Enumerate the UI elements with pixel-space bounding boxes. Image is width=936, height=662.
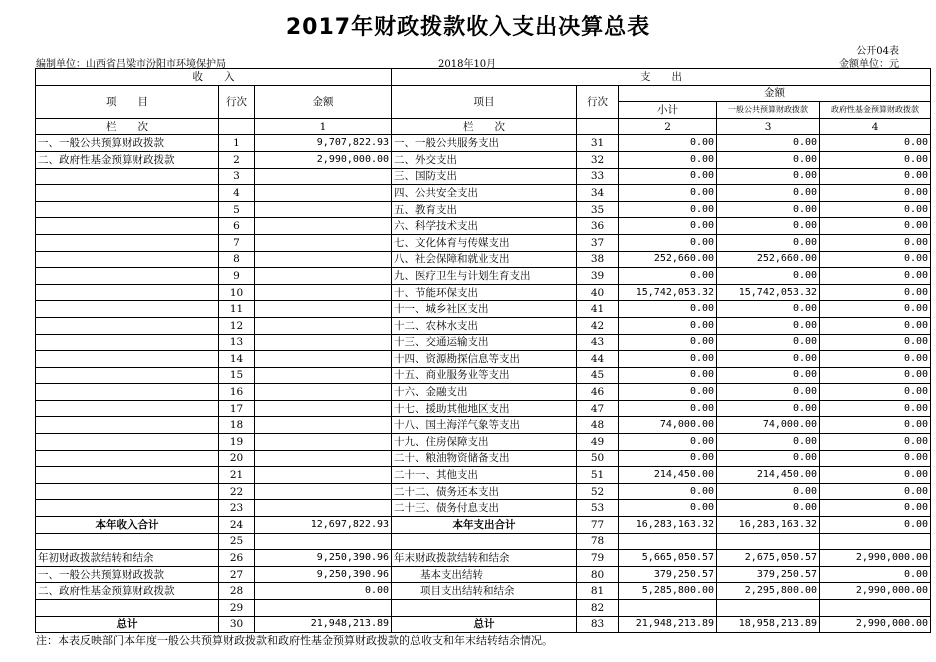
income-item xyxy=(36,400,219,417)
blank2-income-item xyxy=(36,600,219,617)
expense-line-no: 40 xyxy=(577,284,619,301)
table-row xyxy=(36,284,931,301)
carry-gov-fund: 2,990,000.00 xyxy=(820,550,931,567)
carry-income-item: 二、政府性基金预算财政拨款 xyxy=(36,583,219,600)
blank2-income-amount xyxy=(255,600,392,617)
expense-gov-fund: 0.00 xyxy=(820,284,931,301)
expense-item: 十四、资源勘探信息等支出 xyxy=(392,351,577,368)
expense-gov-fund: 0.00 xyxy=(820,317,931,334)
expense-line-no: 49 xyxy=(577,434,619,451)
blank-income-item xyxy=(36,533,219,550)
report-date: 2018年10月 xyxy=(438,59,497,70)
income-item: 一、一般公共预算财政拨款 xyxy=(36,135,219,152)
expense-general-budget: 0.00 xyxy=(717,384,820,401)
expense-general-budget: 0.00 xyxy=(717,168,820,185)
carry-income-amount: 9,250,390.96 xyxy=(255,566,392,583)
expense-item: 八、社会保障和就业支出 xyxy=(392,251,577,268)
expense-item: 十一、城乡社区支出 xyxy=(392,301,577,318)
expense-subtotal: 15,742,053.32 xyxy=(619,284,717,301)
table-row xyxy=(36,168,931,185)
expense-subtotal: 0.00 xyxy=(619,384,717,401)
income-line-no: 2 xyxy=(219,151,255,168)
income-line-no: 7 xyxy=(219,234,255,251)
expense-general-budget: 0.00 xyxy=(717,301,820,318)
expense-subtotal: 0.00 xyxy=(619,450,717,467)
expense-item: 五、教育支出 xyxy=(392,201,577,218)
income-line-no: 6 xyxy=(219,218,255,235)
carry-expense-item: 年末财政拨款结转和结余 xyxy=(392,550,577,567)
carry-expense-item: 项目支出结转和结余 xyxy=(392,583,577,600)
income-amount xyxy=(255,251,392,268)
expense-line-no: 37 xyxy=(577,234,619,251)
grand-gov-fund: 2,990,000.00 xyxy=(820,616,931,633)
expense-subtotal: 0.00 xyxy=(619,400,717,417)
expense-line-no: 38 xyxy=(577,251,619,268)
expense-general-budget: 0.00 xyxy=(717,334,820,351)
income-line-no: 3 xyxy=(219,168,255,185)
income-item-header: 项 目 xyxy=(36,85,219,118)
expense-general-budget: 214,450.00 xyxy=(717,467,820,484)
blank-row-2 xyxy=(36,600,931,617)
income-amount xyxy=(255,168,392,185)
carry-subtotal: 5,665,050.57 xyxy=(619,550,717,567)
expense-item: 十七、援助其他地区支出 xyxy=(392,400,577,417)
income-line-no: 5 xyxy=(219,201,255,218)
expense-general-budget: 0.00 xyxy=(717,367,820,384)
income-item xyxy=(36,417,219,434)
blank2-expense-line-no: 82 xyxy=(577,600,619,617)
income-line-no: 16 xyxy=(219,384,255,401)
expense-general-budget: 0.00 xyxy=(717,351,820,368)
expense-line-no: 42 xyxy=(577,317,619,334)
page-title: 2017年财政拨款收入支出决算总表 xyxy=(285,15,651,40)
expense-line-no: 51 xyxy=(577,467,619,484)
expense-subtotal: 0.00 xyxy=(619,351,717,368)
income-amount xyxy=(255,467,392,484)
table-row xyxy=(36,135,931,152)
income-amount xyxy=(255,351,392,368)
carry-general-budget: 2,295,800.00 xyxy=(717,583,820,600)
income-header: 收 入 xyxy=(36,69,392,86)
blank2-expense-item xyxy=(392,600,577,617)
expense-gov-fund: 0.00 xyxy=(820,135,931,152)
income-item xyxy=(36,483,219,500)
expense-general-budget: 252,660.00 xyxy=(717,251,820,268)
expense-item: 二十三、债务付息支出 xyxy=(392,500,577,517)
col-4: 4 xyxy=(820,118,931,135)
expense-subtotal: 74,000.00 xyxy=(619,417,717,434)
income-item xyxy=(36,351,219,368)
expense-line-no: 45 xyxy=(577,367,619,384)
expense-gov-fund: 0.00 xyxy=(820,483,931,500)
income-amount xyxy=(255,201,392,218)
income-line-no: 18 xyxy=(219,417,255,434)
expense-subtotal: 0.00 xyxy=(619,201,717,218)
blank-sub xyxy=(619,533,717,550)
expense-general-budget: 74,000.00 xyxy=(717,417,820,434)
income-item xyxy=(36,268,219,285)
grand-expense-line-no: 83 xyxy=(577,616,619,633)
income-item xyxy=(36,218,219,235)
income-item xyxy=(36,168,219,185)
table-row xyxy=(36,218,931,235)
income-amount xyxy=(255,384,392,401)
expense-line-no: 34 xyxy=(577,185,619,202)
column-number-row xyxy=(36,118,931,135)
amount-group-header: 金额 xyxy=(619,85,931,102)
expense-gov-fund: 0.00 xyxy=(820,168,931,185)
carry-gov-fund: 2,990,000.00 xyxy=(820,583,931,600)
grand-income-amount: 21,948,213.89 xyxy=(255,616,392,633)
expense-gov-fund: 0.00 xyxy=(820,500,931,517)
expense-item: 一、一般公共服务支出 xyxy=(392,135,577,152)
expense-subtotal: 0.00 xyxy=(619,500,717,517)
expense-gov-fund: 0.00 xyxy=(820,301,931,318)
expense-gov-fund: 0.00 xyxy=(820,467,931,484)
expense-general-budget: 0.00 xyxy=(717,218,820,235)
table-row xyxy=(36,234,931,251)
blank-gen xyxy=(717,533,820,550)
blank2-gen xyxy=(717,600,820,617)
expense-subtotal: 0.00 xyxy=(619,301,717,318)
expense-gov-fund: 0.00 xyxy=(820,185,931,202)
expense-line-no: 41 xyxy=(577,301,619,318)
carry-subtotal: 5,285,800.00 xyxy=(619,583,717,600)
income-line-header: 行次 xyxy=(219,85,255,118)
expense-line-no: 47 xyxy=(577,400,619,417)
table-row xyxy=(36,251,931,268)
expense-line-no: 46 xyxy=(577,384,619,401)
income-line-no: 13 xyxy=(219,334,255,351)
expense-line-header: 行次 xyxy=(577,85,619,118)
income-line-no: 10 xyxy=(219,284,255,301)
compiling-unit: 编制单位：山西省吕梁市汾阳市环境保护局 xyxy=(36,59,226,70)
expense-general-budget: 0.00 xyxy=(717,317,820,334)
expense-gov-fund: 0.00 xyxy=(820,218,931,235)
expense-gov-fund: 0.00 xyxy=(820,268,931,285)
expense-header: 支 出 xyxy=(392,69,931,86)
expense-gov-fund: 0.00 xyxy=(820,234,931,251)
expense-general-budget: 0.00 xyxy=(717,434,820,451)
expense-subtotal: 0.00 xyxy=(619,434,717,451)
income-amount xyxy=(255,284,392,301)
expense-subtotal: 214,450.00 xyxy=(619,467,717,484)
expense-general-budget: 0.00 xyxy=(717,201,820,218)
income-item xyxy=(36,434,219,451)
blank2-sub xyxy=(619,600,717,617)
expense-gov-fund: 0.00 xyxy=(820,367,931,384)
expense-subtotal: 0.00 xyxy=(619,367,717,384)
expense-item: 十六、金融支出 xyxy=(392,384,577,401)
table-row xyxy=(36,151,931,168)
expense-general-budget: 0.00 xyxy=(717,500,820,517)
expense-item: 十八、国土海洋气象等支出 xyxy=(392,417,577,434)
expense-line-no: 39 xyxy=(577,268,619,285)
carry-income-amount: 0.00 xyxy=(255,583,392,600)
income-total-label: 本年收入合计 xyxy=(36,517,219,534)
grand-total-row xyxy=(36,616,931,633)
table-row xyxy=(36,334,931,351)
expense-subtotal: 0.00 xyxy=(619,151,717,168)
carry-expense-line-no: 81 xyxy=(577,583,619,600)
expense-line-no: 44 xyxy=(577,351,619,368)
income-item xyxy=(36,251,219,268)
carry-expense-line-no: 80 xyxy=(577,566,619,583)
income-amount xyxy=(255,185,392,202)
expense-subtotal: 0.00 xyxy=(619,483,717,500)
table-row xyxy=(36,400,931,417)
carry-row xyxy=(36,583,931,600)
expense-gov-fund: 0.00 xyxy=(820,400,931,417)
carry-expense-item: 基本支出结转 xyxy=(392,566,577,583)
table-row xyxy=(36,384,931,401)
expense-general-budget: 0.00 xyxy=(717,185,820,202)
expense-item: 十、节能环保支出 xyxy=(392,284,577,301)
expense-item: 九、医疗卫生与计划生育支出 xyxy=(392,268,577,285)
income-item xyxy=(36,185,219,202)
income-amount xyxy=(255,234,392,251)
income-line-no: 11 xyxy=(219,301,255,318)
income-line-no: 20 xyxy=(219,450,255,467)
header-row-1 xyxy=(36,69,931,86)
carry-income-line-no: 27 xyxy=(219,566,255,583)
carry-income-item: 一、一般公共预算财政拨款 xyxy=(36,566,219,583)
expense-line-no: 48 xyxy=(577,417,619,434)
income-line-no: 14 xyxy=(219,351,255,368)
table-row xyxy=(36,201,931,218)
carry-expense-line-no: 79 xyxy=(577,550,619,567)
expense-line-no: 50 xyxy=(577,450,619,467)
col-blank xyxy=(219,118,255,135)
income-item xyxy=(36,334,219,351)
blank-row xyxy=(36,533,931,550)
expense-subtotal: 0.00 xyxy=(619,234,717,251)
header-row-2 xyxy=(36,85,931,102)
expense-gov-fund: 0.00 xyxy=(820,201,931,218)
income-item xyxy=(36,234,219,251)
income-amount xyxy=(255,317,392,334)
carry-general-budget: 379,250.57 xyxy=(717,566,820,583)
expense-gov-fund: 0.00 xyxy=(820,251,931,268)
expense-general-budget: 0.00 xyxy=(717,400,820,417)
blank2-fund xyxy=(820,600,931,617)
expense-gov-fund: 0.00 xyxy=(820,417,931,434)
expense-line-no: 35 xyxy=(577,201,619,218)
income-line-no: 12 xyxy=(219,317,255,334)
income-item xyxy=(36,201,219,218)
expense-gov-fund: 0.00 xyxy=(820,384,931,401)
table-row xyxy=(36,500,931,517)
expense-item: 十二、农林水支出 xyxy=(392,317,577,334)
footnote: 注：本表反映部门本年度一般公共预算财政拨款和政府性基金预算财政拨款的总收支和年末结转结余情况。 xyxy=(36,634,553,647)
income-amount: 9,707,822.93 xyxy=(255,135,392,152)
expense-line-no: 53 xyxy=(577,500,619,517)
expense-line-no: 33 xyxy=(577,168,619,185)
grand-general-budget: 18,958,213.89 xyxy=(717,616,820,633)
table-row xyxy=(36,268,931,285)
income-amount xyxy=(255,218,392,235)
expense-line-no: 32 xyxy=(577,151,619,168)
expense-item-header: 项目 xyxy=(392,85,577,118)
table-row xyxy=(36,467,931,484)
expense-subtotal: 0.00 xyxy=(619,135,717,152)
income-item xyxy=(36,317,219,334)
expense-item: 六、科学技术支出 xyxy=(392,218,577,235)
income-amount xyxy=(255,400,392,417)
expense-line-no: 31 xyxy=(577,135,619,152)
table-row xyxy=(36,317,931,334)
general-budget-header: 一般公共预算财政拨款 xyxy=(717,102,820,119)
expense-general-budget: 0.00 xyxy=(717,483,820,500)
income-item xyxy=(36,450,219,467)
expense-general-budget: 0.00 xyxy=(717,135,820,152)
carry-income-line-no: 28 xyxy=(219,583,255,600)
expense-subtotal: 0.00 xyxy=(619,317,717,334)
carry-gov-fund: 0.00 xyxy=(820,566,931,583)
income-item xyxy=(36,284,219,301)
col-3: 3 xyxy=(717,118,820,135)
year-total-row xyxy=(36,517,931,534)
col-blank-2 xyxy=(577,118,619,135)
income-item xyxy=(36,500,219,517)
expense-general-budget: 0.00 xyxy=(717,151,820,168)
expense-general-budget: 0.00 xyxy=(717,450,820,467)
income-item xyxy=(36,367,219,384)
income-amount xyxy=(255,500,392,517)
table-row xyxy=(36,434,931,451)
expense-item: 二、外交支出 xyxy=(392,151,577,168)
blank2-income-line-no: 29 xyxy=(219,600,255,617)
income-item xyxy=(36,301,219,318)
gov-fund-header: 政府性基金预算财政拨款 xyxy=(820,102,931,119)
grand-income-label: 总计 xyxy=(36,616,219,633)
income-amount xyxy=(255,417,392,434)
income-amount xyxy=(255,367,392,384)
expense-item: 二十二、债务还本支出 xyxy=(392,483,577,500)
carry-row xyxy=(36,550,931,567)
expense-item: 十五、商业服务业等支出 xyxy=(392,367,577,384)
income-line-no: 1 xyxy=(219,135,255,152)
carry-income-line-no: 26 xyxy=(219,550,255,567)
income-item xyxy=(36,467,219,484)
income-line-no: 9 xyxy=(219,268,255,285)
expense-item: 十九、住房保障支出 xyxy=(392,434,577,451)
blank-expense-line-no: 78 xyxy=(577,533,619,550)
expense-gov-fund: 0.00 xyxy=(820,434,931,451)
income-amount xyxy=(255,334,392,351)
expense-item: 三、国防支出 xyxy=(392,168,577,185)
expense-subtotal: 0.00 xyxy=(619,218,717,235)
table-row xyxy=(36,185,931,202)
income-amount xyxy=(255,434,392,451)
subtotal-header: 小计 xyxy=(619,102,717,119)
expense-item: 十三、交通运输支出 xyxy=(392,334,577,351)
expense-item: 二十一、其他支出 xyxy=(392,467,577,484)
expense-gov-fund: 0.00 xyxy=(820,351,931,368)
carry-row xyxy=(36,566,931,583)
expense-item: 二十、粮油物资储备支出 xyxy=(392,450,577,467)
expense-subtotal: 0.00 xyxy=(619,168,717,185)
grand-income-line-no: 30 xyxy=(219,616,255,633)
expense-total-fund: 0.00 xyxy=(820,517,931,534)
col-1: 1 xyxy=(255,118,392,135)
expense-total-label: 本年支出合计 xyxy=(392,517,577,534)
expense-gov-fund: 0.00 xyxy=(820,151,931,168)
income-amount xyxy=(255,450,392,467)
expense-line-no: 36 xyxy=(577,218,619,235)
income-amount: 2,990,000.00 xyxy=(255,151,392,168)
budget-table xyxy=(35,68,931,633)
table-row xyxy=(36,367,931,384)
grand-subtotal: 21,948,213.89 xyxy=(619,616,717,633)
expense-total-line-no: 77 xyxy=(577,517,619,534)
form-code: 公开04表 xyxy=(856,46,899,57)
income-amount-header: 金额 xyxy=(255,85,392,118)
carry-income-item: 年初财政拨款结转和结余 xyxy=(36,550,219,567)
expense-subtotal: 0.00 xyxy=(619,268,717,285)
blank-income-line-no: 25 xyxy=(219,533,255,550)
expense-item: 四、公共安全支出 xyxy=(392,185,577,202)
income-amount xyxy=(255,301,392,318)
expense-gov-fund: 0.00 xyxy=(820,334,931,351)
expense-line-no: 43 xyxy=(577,334,619,351)
expense-line-no: 52 xyxy=(577,483,619,500)
blank-income-amount xyxy=(255,533,392,550)
income-amount xyxy=(255,483,392,500)
expense-subtotal: 0.00 xyxy=(619,185,717,202)
carry-subtotal: 379,250.57 xyxy=(619,566,717,583)
expense-general-budget: 15,742,053.32 xyxy=(717,284,820,301)
blank-fund xyxy=(820,533,931,550)
carry-income-amount: 9,250,390.96 xyxy=(255,550,392,567)
income-line-no: 23 xyxy=(219,500,255,517)
income-line-no: 21 xyxy=(219,467,255,484)
col-label-2: 栏 次 xyxy=(392,118,577,135)
expense-total-general: 16,283,163.32 xyxy=(717,517,820,534)
income-line-no: 4 xyxy=(219,185,255,202)
expense-general-budget: 0.00 xyxy=(717,234,820,251)
expense-subtotal: 252,660.00 xyxy=(619,251,717,268)
expense-item: 七、文化体育与传媒支出 xyxy=(392,234,577,251)
col-label: 栏 次 xyxy=(36,118,219,135)
income-line-no: 17 xyxy=(219,400,255,417)
expense-total-subtotal: 16,283,163.32 xyxy=(619,517,717,534)
income-line-no: 15 xyxy=(219,367,255,384)
income-item xyxy=(36,384,219,401)
table-row xyxy=(36,450,931,467)
table-row xyxy=(36,417,931,434)
expense-subtotal: 0.00 xyxy=(619,334,717,351)
income-total-amount: 12,697,822.93 xyxy=(255,517,392,534)
grand-expense-label: 总计 xyxy=(392,616,577,633)
income-line-no: 19 xyxy=(219,434,255,451)
income-item: 二、政府性基金预算财政拨款 xyxy=(36,151,219,168)
expense-gov-fund: 0.00 xyxy=(820,450,931,467)
table-row xyxy=(36,351,931,368)
income-amount xyxy=(255,268,392,285)
col-2: 2 xyxy=(619,118,717,135)
blank-expense-item xyxy=(392,533,577,550)
income-total-line-no: 24 xyxy=(219,517,255,534)
expense-general-budget: 0.00 xyxy=(717,268,820,285)
table-row xyxy=(36,483,931,500)
money-unit: 金额单位：元 xyxy=(839,59,899,70)
table-row xyxy=(36,301,931,318)
carry-general-budget: 2,675,050.57 xyxy=(717,550,820,567)
income-line-no: 8 xyxy=(219,251,255,268)
income-line-no: 22 xyxy=(219,483,255,500)
